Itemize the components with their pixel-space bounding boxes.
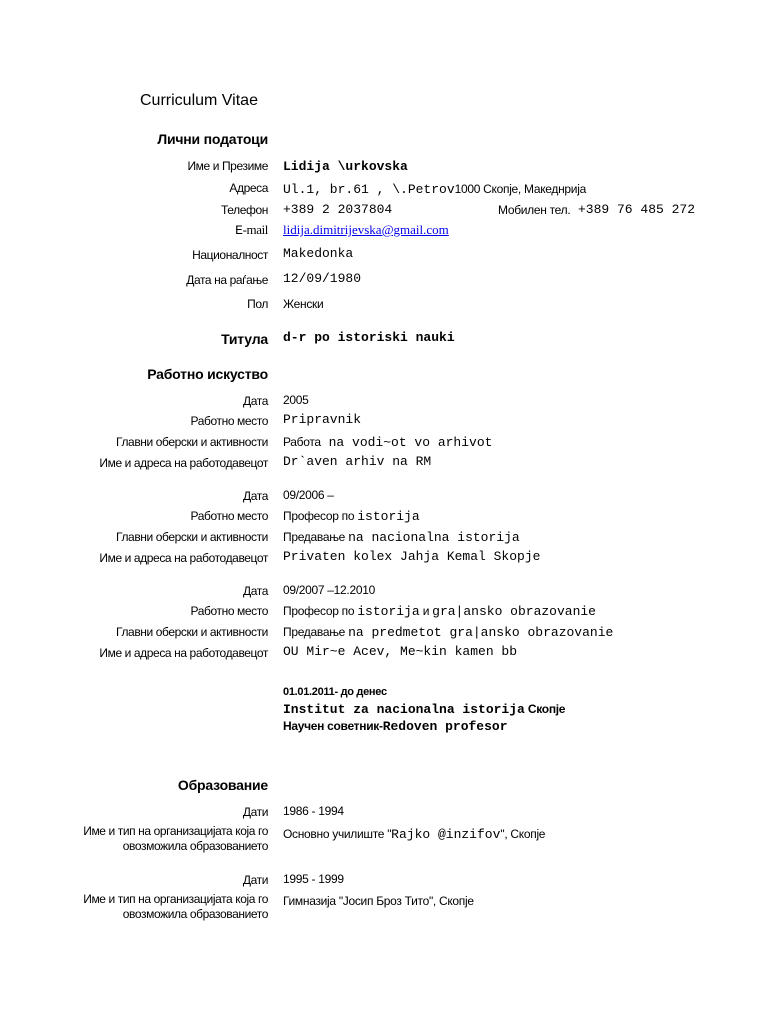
nationality-value: Makedonka [283,246,354,261]
address-street: Ul.1, br.61 , \.Petrov [283,182,455,197]
work-date-label: Дата [243,394,268,408]
work-position-text: и [419,604,433,618]
current-institution-city: Скопје [524,702,566,716]
section-heading-work: Работно искуство [147,366,268,382]
email-value[interactable] [283,222,449,238]
name-value: Lidija \urkovska [283,159,408,174]
section-heading-education: Образование [177,777,268,793]
work-date: 09/2006 – [283,488,334,502]
degree-value: d-r po istoriski nauki [283,330,455,345]
work-employer-label: Име и адреса на работодавецот [99,646,268,660]
work-activities-label: Главни оберски и активности [116,530,268,544]
work-position-text: Професор по [283,604,358,618]
edu-org-label-line: овозможила образованието [122,907,268,921]
edu-org-text: Гимназија "Јосип Броз Тито", Скопје [283,894,474,908]
current-position-date: 01.01.2011- до денес [283,686,387,698]
work-position-label: Работно место [190,509,268,523]
address-label: Адреса [229,181,268,195]
degree-label: Титула [221,331,268,347]
email-label-e: E [235,223,243,238]
edu-dates-label: Дати [242,805,268,819]
work-activities-text: na vodi~ot vo arhivot [320,435,493,450]
email-label [235,222,268,238]
edu-org-label-line: Име и тип на организацијата која го [83,824,268,838]
mobile-value: +389 76 485 272 [578,202,696,217]
edu-org-text: Rajko @inzifov [391,827,501,842]
section-heading-personal: Лични податоци [157,131,268,147]
current-title-part: Научен советник- [283,719,383,733]
work-activities-text: Предавање [283,530,349,544]
work-position [283,508,420,524]
work-date: 2005 [283,393,309,407]
work-employer: Dr`aven arhiv na RM [283,454,432,469]
work-activities-text: na predmetot gra|ansko obrazovanie [348,625,614,640]
edu-dates: 1986 - 1994 [283,804,344,818]
cv-title: Curriculum Vitae [140,92,258,109]
current-position-title [283,718,508,734]
edu-org-label [83,892,268,922]
work-position-label: Работно место [190,604,268,618]
edu-dates-label: Дати [242,873,268,887]
edu-org [283,826,545,842]
edu-org-label-line: Име и тип на организацијата која го [83,892,268,906]
work-activities-label: Главни оберски и активности [116,435,268,449]
work-activities-label: Главни оберски и активности [116,625,268,639]
work-activities-text: na nacionalna istorija [348,530,520,545]
dob-value: 12/09/1980 [283,271,362,286]
sex-label: Пол [247,297,268,311]
nationality-label: Националност [192,248,268,262]
current-position-institution [283,701,565,717]
edu-org-label [83,824,268,854]
address-city: 1000 Скопје, Македнрија [454,182,586,196]
edu-org-label-line: овозможила образованието [122,839,268,853]
work-employer-label: Име и адреса на работодавецот [99,456,268,470]
edu-org-text: Основно училиште " [283,827,392,841]
phone-value: +389 2 2037804 [283,202,393,217]
work-position-text: istorija [357,604,420,619]
sex-value: Женски [283,297,324,311]
email-label-rest: -mail [242,222,268,237]
work-activities-text: Предавање [283,625,349,639]
mobile-label: Мобилен тел. [498,203,571,217]
work-position [283,603,596,619]
edu-org-text: ", Скопје [500,827,546,841]
work-employer-label: Име и адреса на работодавецот [99,551,268,565]
work-date-label: Дата [243,584,268,598]
work-position: Pripravnik [283,412,362,427]
work-activities [283,624,613,640]
edu-dates: 1995 - 1999 [283,872,344,886]
address-value [283,181,586,197]
work-position-label: Работно место [190,414,268,428]
work-activities [283,529,520,545]
work-position-text: Професор по [283,509,358,523]
dob-label: Дата на раѓање [186,273,268,287]
email-link[interactable]: lidija.dimitrijevska@gmail.com [283,222,449,237]
name-label: Име и Презиме [187,159,268,173]
work-activities [283,434,492,450]
current-title-part: Redoven profesor [382,719,508,734]
edu-org [283,893,474,908]
work-employer: OU Mir~e Acev, Me~kin kamen bb [283,644,518,659]
current-institution-name: Institut za nacionalna istorija [283,702,525,717]
work-activities-text: Работа [283,435,321,449]
work-position-text: istorija [357,509,420,524]
work-date-label: Дата [243,489,268,503]
work-position-text: gra|ansko obrazovanie [432,604,596,619]
phone-label: Телефон [221,203,268,217]
work-date: 09/2007 –12.2010 [283,583,375,597]
work-employer: Privaten kolex Jahja Kemal Skopje [283,549,541,564]
